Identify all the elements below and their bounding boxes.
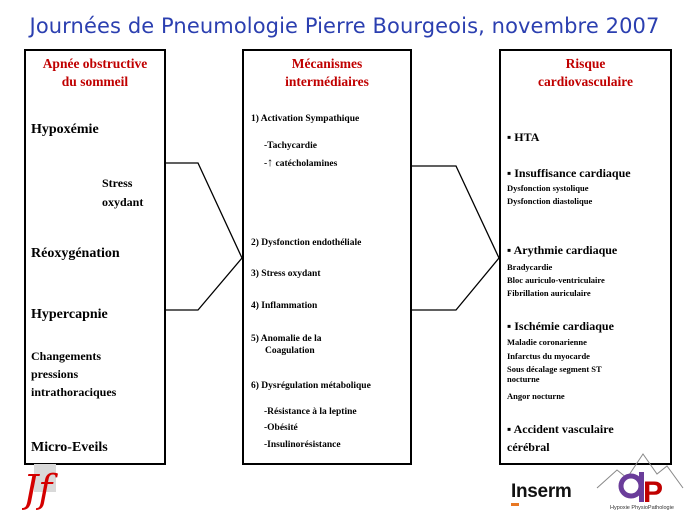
sub-infarctus: Infarctus du myocarde: [507, 351, 590, 361]
arrow-col1-to-col2: [166, 163, 242, 310]
bullet-icon: ▪: [507, 166, 512, 180]
item-anomalie-coagulation: 5) Anomalie de la Coagulation: [251, 334, 322, 356]
stress-oxydant-label: Stress oxydant: [102, 176, 144, 209]
risk-arythmie: ▪ Arythmie cardiaque: [507, 243, 618, 257]
reoxygenation-label: Réoxygénation: [31, 246, 120, 261]
item-stress-oxydant: 3) Stress oxydant: [251, 269, 321, 279]
mecanismes-header: Mécanismes intermédiaires: [285, 56, 369, 89]
up-arrow-icon: ↑: [267, 155, 274, 169]
item-dysregulation-metabolique: 6) Dysrégulation métabolique: [251, 381, 371, 391]
risk-insuffisance: ▪ Insuffisance cardiaque: [507, 166, 631, 180]
hypercapnie-label: Hypercapnie: [31, 307, 108, 322]
jf-logo: [22, 462, 58, 510]
sub-dysfonction-diastolique: Dysfonction diastolique: [507, 196, 593, 206]
risk-hta: ▪ HTA: [507, 130, 540, 144]
sub-tachycardie: -Tachycardie: [264, 141, 317, 151]
risque-header: Risque cardiovasculaire: [538, 56, 633, 89]
risk-ischemie: ▪ Ischémie cardiaque: [507, 319, 614, 333]
sub-bloc-av: Bloc auriculo-ventriculaire: [507, 275, 605, 285]
arrow-col2-to-col3: [412, 166, 499, 310]
bullet-icon: ▪: [507, 130, 512, 144]
sub-bradycardie: Bradycardie: [507, 262, 553, 272]
sub-sous-decalage: Sous décalage segment ST nocturne: [507, 364, 602, 384]
apnee-box: [24, 49, 166, 465]
sub-insulinoresistance: -Insulinorésistance: [264, 440, 341, 450]
risque-box: [499, 49, 672, 465]
hp-caption: Hypoxie PhysioPathologie: [610, 505, 674, 511]
sub-angor: Angor nocturne: [507, 391, 565, 401]
sub-obesite: -Obésité: [264, 423, 298, 433]
micro-eveils-label: Micro-Eveils: [31, 440, 108, 455]
inserm-accent-bar: [511, 503, 519, 506]
item-activation-sympathique: 1) Activation Sympathique: [251, 114, 360, 124]
jf-logo-text: Jf: [23, 467, 53, 510]
risk-avc: ▪ Accident vasculaire cérébral: [507, 422, 614, 454]
bullet-icon: ▪: [507, 243, 512, 257]
item-inflammation: 4) Inflammation: [251, 301, 318, 311]
changements-pressions-label: Changements pressions intrathoraciques: [31, 349, 117, 399]
item-dysfonction-endotheliale: 2) Dysfonction endothéliale: [251, 238, 362, 248]
hypoxemie-label: Hypoxémie: [31, 122, 99, 137]
apnee-header: Apnée obstructive du sommeil: [42, 56, 148, 89]
sub-maladie-coronarienne: Maladie coronarienne: [507, 337, 587, 347]
sub-fibrillation: Fibrillation auriculaire: [507, 288, 591, 298]
bullet-icon: ▪: [507, 422, 512, 436]
hp-logo-text: P: [643, 476, 664, 509]
mecanismes-box: [242, 49, 412, 465]
bullet-icon: ▪: [507, 319, 512, 333]
slide-title: Journées de Pneumologie Pierre Bourgeois, novembre 2007: [29, 14, 660, 38]
sub-catecholamines: -↑ catécholamines: [264, 155, 338, 169]
sub-resistance-leptine: -Résistance à la leptine: [264, 407, 357, 417]
sub-dysfonction-systolique: Dysfonction systolique: [507, 183, 589, 193]
inserm-logo: Inserm: [511, 481, 572, 503]
